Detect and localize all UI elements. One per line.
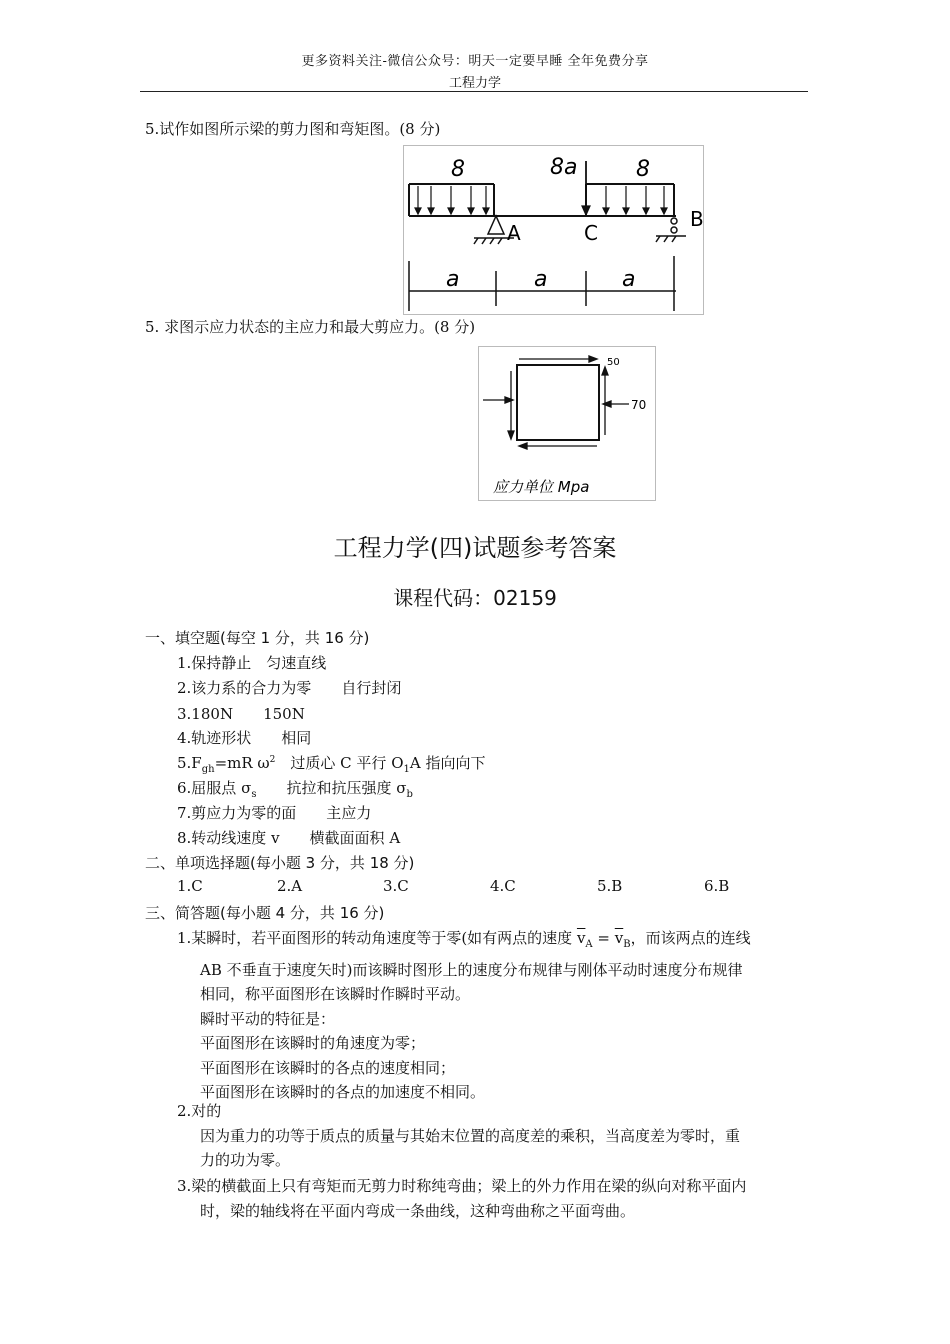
stress-diagram — [479, 347, 655, 500]
stress-top-label: 50 — [607, 357, 620, 368]
short-answer-2: 2.对的 因为重力的功等于质点的质量与其始末位置的高度差的乘积，当高度差为零时，重 力的功为零。 — [177, 1102, 741, 1169]
fill-answer-8: 8.转动线速度 v 横截面面积 A — [177, 829, 401, 847]
choice-answer-5: 5.B — [597, 877, 623, 895]
question-5-stress: 5. 求图示应力状态的主应力和最大剪应力。(8 分) — [145, 318, 476, 336]
support-b — [656, 218, 686, 242]
question-5-beam: 5.试作如图所示梁的剪力图和弯矩图。(8 分) — [145, 120, 441, 138]
stress-right-label: 70 — [631, 398, 647, 412]
choice-answer-6: 6.B — [704, 877, 730, 895]
choice-answer-2: 2.A — [277, 877, 303, 895]
short-answer-3: 3.梁的横截面上只有弯矩而无剪力时称纯弯曲；梁上的外力作用在梁的纵向对称平面内 时，梁的轴线将在平面内弯成一条曲线，这种弯曲称之平面弯曲。 — [177, 1177, 747, 1220]
span-3-label: a — [622, 267, 636, 292]
header-divider — [140, 91, 808, 92]
point-c-label: C — [584, 221, 598, 245]
point-a-label: A — [507, 221, 521, 245]
header-notice: 更多资料关注-微信公众号：明天一定要早睡 全年免费分享 — [301, 54, 649, 69]
course-code: 课程代码：02159 — [393, 586, 557, 610]
beam-figure — [403, 145, 704, 315]
point-b-label: B — [690, 207, 703, 231]
stress-element — [517, 365, 599, 440]
fill-answer-3: 3.180N 150N — [177, 705, 305, 723]
header-subject: 工程力学 — [448, 76, 501, 91]
stress-figure — [478, 346, 656, 501]
fill-answer-2: 2.该力系的合力为零 自行封闭 — [177, 679, 402, 697]
fill-answer-7: 7.剪应力为零的面 主应力 — [177, 804, 372, 822]
stress-unit-label: 应力单位 Mpa — [493, 478, 590, 496]
short-answer-1: 1.某瞬时，若平面图形的转动角速度等于零(如有两点的速度 $\overline{v}_A = \overline{v}_B$，而该两点的连线 AB 不垂直于速度矢时)而该瞬时图形上的速度分布规律与刚体平动时速度分布规律 相同，称平面图形在该瞬时作瞬时平动。 瞬时平动的特征是： 平面图形在该瞬时的角速度为零； 平面图形在该瞬时的各点的速度相同； 平面图形在该瞬时的各点的加速度不相同。 — [177, 929, 751, 1101]
load-left-label: 8 — [451, 157, 465, 182]
load-point-label: 8a — [550, 155, 578, 180]
answer-title: 工程力学(四)试题参考答案 — [333, 534, 617, 562]
fill-answer-6: 6.屈服点 $\sigma_s$ 抗拉和抗压强度 $\sigma_b$ — [177, 779, 413, 800]
section-2-heading: 二、单项选择题(每小题 3 分，共 18 分) — [145, 854, 415, 872]
choice-answer-4: 4.C — [490, 877, 516, 895]
choice-answer-1: 1.C — [177, 877, 203, 895]
fill-answer-4: 4.轨迹形状 相同 — [177, 729, 312, 747]
load-right-label: 8 — [636, 157, 650, 182]
choice-answer-3: 3.C — [383, 877, 409, 895]
span-2-label: a — [534, 267, 548, 292]
fill-answer-1: 1.保持静止 匀速直线 — [177, 654, 327, 672]
beam-diagram — [404, 146, 703, 314]
section-3-heading: 三、简答题(每小题 4 分，共 16 分) — [145, 904, 385, 922]
span-1-label: a — [446, 267, 460, 292]
fill-answer-5: $5.F_{gh}=mR$ $\omega^2$ 过质心 C 平行 $O_1A$ 指向向下 — [177, 754, 486, 775]
section-1-heading: 一、填空题(每空 1 分，共 16 分) — [145, 629, 370, 647]
